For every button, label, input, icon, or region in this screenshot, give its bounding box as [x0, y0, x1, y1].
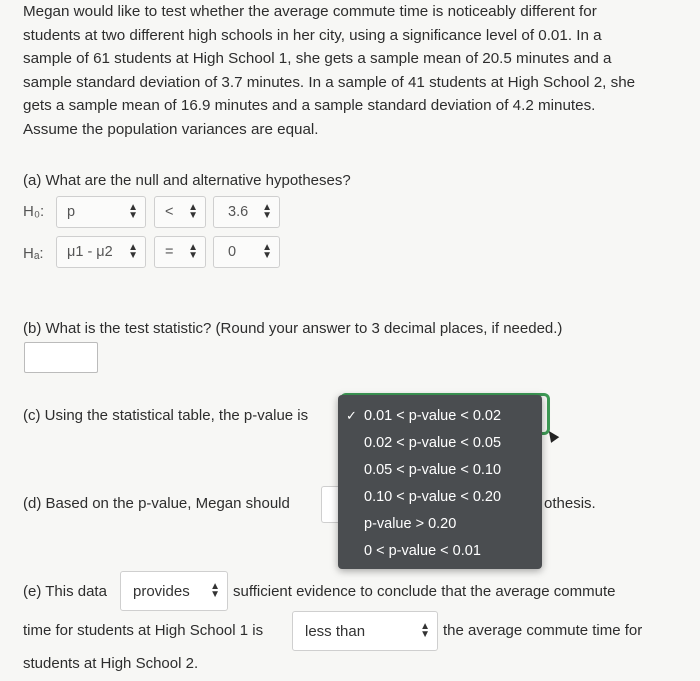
h0-param-select[interactable]: [56, 196, 146, 228]
ha-value-select[interactable]: [213, 236, 280, 268]
select-arrows-icon: ▲ ▼: [262, 202, 272, 221]
pvalue-option[interactable]: 0.05 < p-value < 0.10: [364, 462, 502, 478]
problem-line: Assume the population variances are equal.: [23, 120, 319, 138]
ha-param-select[interactable]: [56, 236, 146, 268]
h0-label: H₀:: [23, 203, 45, 220]
part-b-question: (b) What is the test statistic? (Round your answer to 3 decimal places, if needed.): [23, 320, 563, 337]
h0-param-value: p: [67, 204, 76, 220]
part-e-line2-end: the average commute time for: [443, 622, 643, 639]
select-arrows-icon: ▲ ▼: [188, 242, 198, 261]
select-arrows-icon: ▲ ▼: [420, 621, 430, 640]
part-a-question: (a) What are the null and alternative hypotheses?: [23, 172, 351, 189]
h0-operator-value: <: [165, 204, 174, 220]
pvalue-option-selected[interactable]: ✓ 0.01 < p-value < 0.02: [364, 408, 501, 424]
problem-line: sample of 61 students at High School 1, she gets a sample mean of 20.5 minutes and a: [23, 50, 612, 67]
problem-statement: [23, 0, 688, 141]
ha-operator-select[interactable]: [154, 236, 206, 268]
part-e-line3: students at High School 2.: [23, 655, 199, 672]
pvalue-option[interactable]: 0.02 < p-value < 0.05: [364, 435, 502, 451]
comparison-select[interactable]: [292, 611, 438, 651]
part-d-question-start: (d) Based on the p-value, Megan should: [23, 495, 290, 512]
pvalue-dropdown-menu[interactable]: [338, 395, 542, 569]
pvalue-option[interactable]: 0.10 < p-value < 0.20: [364, 489, 502, 505]
test-statistic-input[interactable]: [24, 342, 98, 373]
ha-operator-value: =: [165, 244, 174, 260]
comparison-value: less than: [305, 622, 366, 640]
h0-value-select[interactable]: [213, 196, 280, 228]
pvalue-option[interactable]: p-value > 0.20: [364, 516, 457, 532]
part-e-line1-start: (e) This data: [23, 583, 107, 600]
select-arrows-icon: ▲ ▼: [188, 202, 198, 221]
problem-line: gets a sample mean of 16.9 minutes and a sample standard deviation of 4.2 minutes.: [23, 97, 596, 114]
ha-value: 0: [228, 244, 237, 260]
select-arrows-icon: ▲ ▼: [210, 581, 220, 600]
h0-operator-select[interactable]: [154, 196, 206, 228]
part-e-line2-start: time for students at High School 1 is: [23, 622, 264, 639]
select-arrows-icon: ▲ ▼: [128, 202, 138, 221]
problem-line: students at two different high schools in her city, using a significance level of 0.01. In a: [23, 26, 602, 44]
h0-value: 3.6: [228, 204, 249, 220]
provides-value: provides: [133, 582, 190, 600]
part-e-line1-end: sufficient evidence to conclude that the average commute: [233, 583, 616, 600]
select-arrows-icon: ▲ ▼: [128, 242, 138, 261]
part-c-question: (c) Using the statistical table, the p-value is: [23, 407, 309, 424]
pvalue-option[interactable]: 0 < p-value < 0.01: [364, 543, 481, 559]
problem-line: sample standard deviation of 3.7 minutes. In a sample of 41 students at High School 2, she: [23, 73, 636, 91]
ha-param-value: μ1 - μ2: [67, 244, 113, 260]
ha-label: Hₐ:: [23, 245, 44, 262]
provides-select[interactable]: [120, 571, 228, 611]
problem-line: Megan would like to test whether the average commute time is noticeably different for: [23, 3, 597, 20]
part-d-question-end: othesis.: [544, 495, 596, 512]
select-arrows-icon: ▲ ▼: [262, 242, 272, 261]
